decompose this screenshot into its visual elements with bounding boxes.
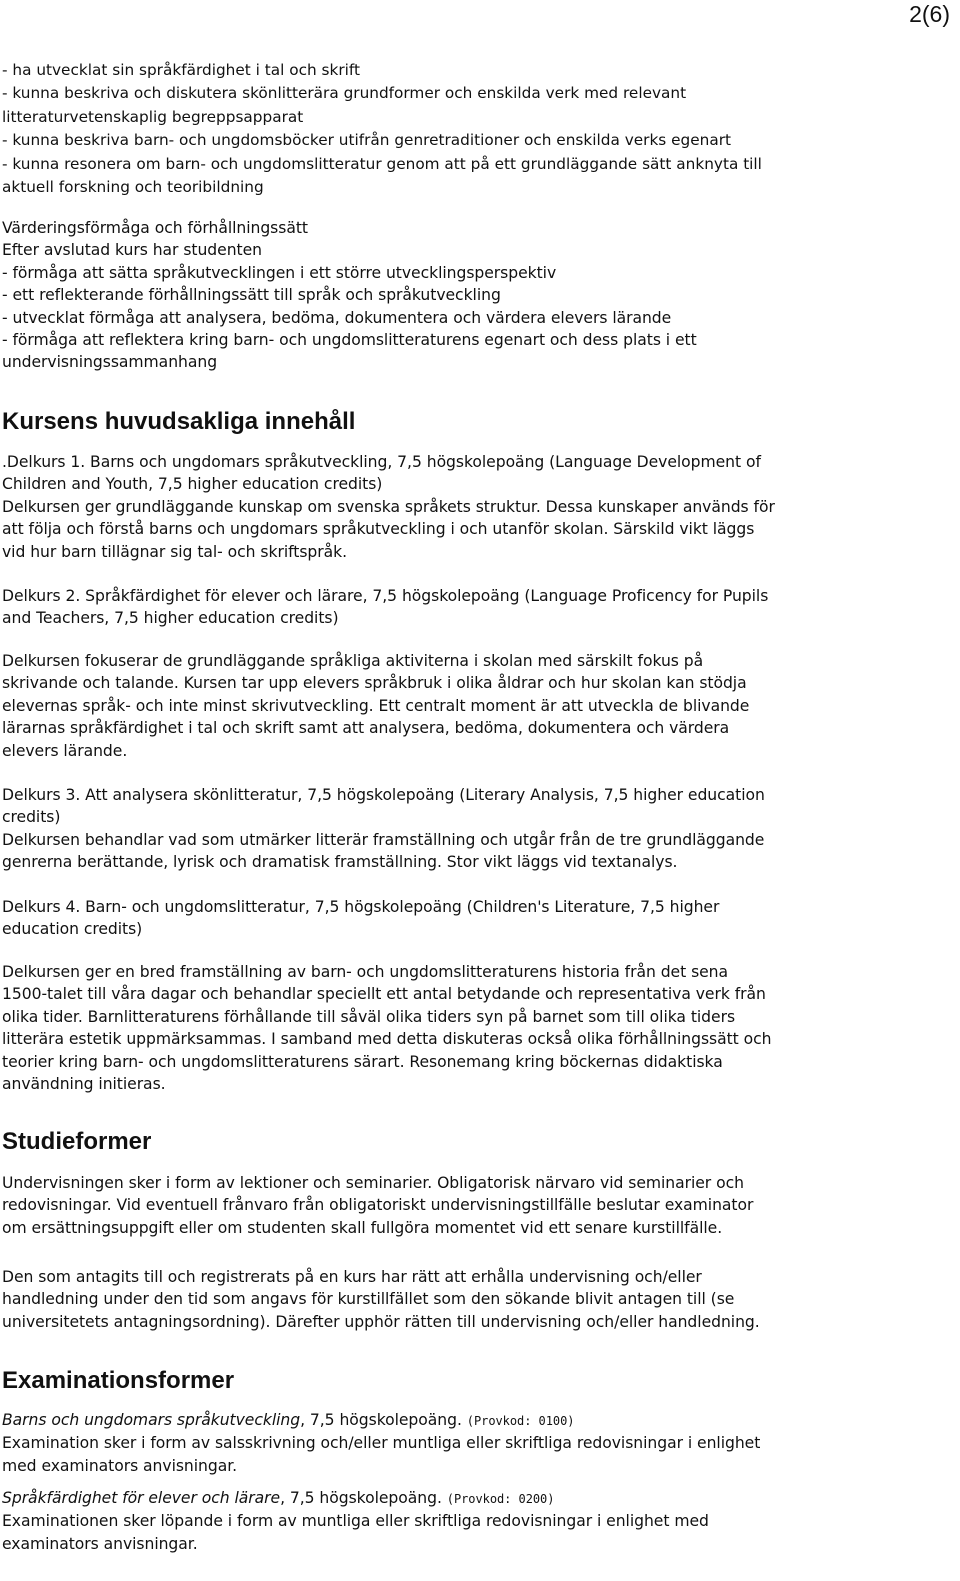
delkurs-line: Delkursen behandlar vad som utmärker litterär framställning och utgår från de tre grundläggande <box>2 830 765 849</box>
exam-code: (Provkod: 0100) <box>466 1414 575 1428</box>
exam-line: med examinators anvisningar. <box>2 1456 238 1475</box>
values-item: - ett reflekterande förhållningssätt till språk och språkutveckling <box>2 286 501 305</box>
delkurs-line: olika tider. Barnlitteraturens förhållande till såväl olika tiders syn på barnet som till olika tiders <box>2 1007 736 1026</box>
content-heading: Kursens huvudsakliga innehåll <box>2 408 356 435</box>
delkurs-line: genrerna berättande, lyrisk och dramatisk framställning. Stor vikt läggs vid textanalys. <box>2 853 678 872</box>
delkurs-line: Delkursen fokuserar de grundläggande språkliga aktiviterna i skolan med särskilt fokus på <box>2 652 704 670</box>
delkurs-line: att följa och förstå barns och ungdomars språkutveckling i och utanför skolan. Särskild vikt läggs <box>2 520 755 539</box>
delkurs-line: credits) <box>2 808 61 827</box>
values-item: - förmåga att sätta språkutvecklingen i ett större utvecklingsperspektiv <box>2 263 557 282</box>
values-item: undervisningssammanhang <box>2 353 218 372</box>
delkurs-line: Delkursen ger grundläggande kunskap om svenska språkets struktur. Dessa kunskaper används för <box>2 497 775 516</box>
study-line: om ersättningsuppgift eller om studenten skall fullgöra momentet vid ett senare kurstillfälle. <box>2 1218 723 1237</box>
values-heading: Värderingsförmåga och förhållningssätt <box>2 219 308 237</box>
delkurs-2-title <box>2 585 957 630</box>
delkurs-line: elevers lärande. <box>2 741 128 760</box>
delkurs-line: Children and Youth, 7,5 higher education credits) <box>2 475 383 494</box>
values-item: - utvecklat förmåga att analysera, bedöma, dokumentera och värdera elevers lärande <box>2 308 672 327</box>
exam-credits: , 7,5 högskolepoäng. <box>280 1489 442 1507</box>
delkurs-line: Delkurs 2. Språkfärdighet för elever och lärare, 7,5 högskolepoäng (Language Proficency for Pupils <box>2 587 769 605</box>
study-forms-para-2 <box>2 1266 957 1333</box>
exam-title: Barns och ungdomars språkutveckling <box>2 1411 301 1429</box>
delkurs-line: .Delkurs 1. Barns och ungdomars språkutveckling, 7,5 högskolepoäng (Language Development of <box>2 453 761 471</box>
values-section <box>2 217 957 374</box>
exam-title: Språkfärdighet för elever och lärare <box>2 1489 281 1507</box>
delkurs-line: 1500-talet till våra dagar och behandlar speciellt ett antal betydande och representativa verk från <box>2 985 766 1004</box>
exam-line: Examinationen sker löpande i form av muntliga eller skriftliga redovisningar i enlighet med <box>2 1512 709 1531</box>
goal-line: - kunna beskriva och diskutera skönlitterära grundformer och enskilda verk med relevant <box>2 84 687 103</box>
study-line: redovisningar. Vid eventuell frånvaro från obligatoriskt undervisningstillfälle beslutar examinator <box>2 1196 754 1215</box>
delkurs-line: användning initieras. <box>2 1075 166 1094</box>
delkurs-line: Delkurs 4. Barn- och ungdomslitteratur, 7,5 högskolepoäng (Children's Literature, 7,5 higher <box>2 898 720 916</box>
delkurs-1 <box>2 451 957 563</box>
delkurs-4-title <box>2 896 957 941</box>
exam-code: (Provkod: 0200) <box>446 1492 555 1506</box>
goal-line: litteraturvetenskaplig begreppsapparat <box>2 107 304 126</box>
goals-list <box>2 59 957 199</box>
goal-line: - ha utvecklat sin språkfärdighet i tal och skrift <box>2 61 361 79</box>
delkurs-line: teorier kring barn- och ungdomslitteraturens särart. Resonemang kring böckernas didaktiska <box>2 1052 723 1071</box>
values-item: - förmåga att reflektera kring barn- och ungdomslitteraturens egenart och dess plats i ett <box>2 331 697 350</box>
delkurs-line: litterära estetik uppmärksammas. I samband med detta diskuteras också olika förhållningssätt och <box>2 1030 772 1049</box>
delkurs-4-body <box>2 961 957 1095</box>
study-forms-heading: Studieformer <box>2 1128 152 1155</box>
exam-credits: , 7,5 högskolepoäng. <box>300 1411 462 1429</box>
study-line: handledning under den tid som angavs för kurstillfället som den sökande blivit antagen till (se <box>2 1290 735 1309</box>
delkurs-line: education credits) <box>2 920 143 939</box>
study-forms-para-1 <box>2 1172 957 1239</box>
exam-title-line <box>2 1487 957 1510</box>
delkurs-line: Delkurs 3. Att analysera skönlitteratur, 7,5 högskolepoäng (Literary Analysis, 7,5 higher education <box>2 786 765 804</box>
exam-title-line <box>2 1409 957 1432</box>
exam-line: Examination sker i form av salsskrivning och/eller muntliga eller skriftliga redovisningar i enlighet <box>2 1434 761 1453</box>
delkurs-line: lärarnas språkfärdighet i tal och skrift samt att analysera, bedöma, dokumentera och värdera <box>2 719 730 738</box>
page-number: 2(6) <box>909 1 950 27</box>
delkurs-line: skrivande och talande. Kursen tar upp elevers språkbruk i olika åldrar och hur skolan kan stödja <box>2 674 747 693</box>
exam-2 <box>2 1487 957 1555</box>
exam-line: examinators anvisningar. <box>2 1534 198 1553</box>
exam-1 <box>2 1409 957 1477</box>
goal-line: aktuell forskning och teoribildning <box>2 178 264 197</box>
delkurs-line: and Teachers, 7,5 higher education credits) <box>2 609 339 628</box>
delkurs-3 <box>2 784 957 874</box>
values-intro: Efter avslutad kurs har studenten <box>2 241 262 260</box>
study-line: universitetets antagningsordning). Därefter upphör rätten till undervisning och/eller handledning. <box>2 1312 760 1331</box>
delkurs-line: vid hur barn tillägnar sig tal- och skriftspråk. <box>2 542 348 561</box>
study-line: Undervisningen sker i form av lektioner och seminarier. Obligatorisk närvaro vid seminarier och <box>2 1174 744 1192</box>
study-line: Den som antagits till och registrerats på en kurs har rätt att erhålla undervisning och/eller <box>2 1268 702 1286</box>
goal-line: - kunna beskriva barn- och ungdomsböcker utifrån genretraditioner och enskilda verks egenart <box>2 131 732 150</box>
delkurs-line: Delkursen ger en bred framställning av barn- och ungdomslitteraturens historia från det sena <box>2 963 729 981</box>
delkurs-2-body <box>2 650 957 762</box>
goal-line: - kunna resonera om barn- och ungdomslitteratur genom att på ett grundläggande sätt anknyta till <box>2 154 762 173</box>
exam-forms-heading: Examinationsformer <box>2 1367 235 1394</box>
delkurs-line: elevernas språk- och inte minst skrivutveckling. Ett centralt moment är att utveckla de blivande <box>2 696 750 715</box>
